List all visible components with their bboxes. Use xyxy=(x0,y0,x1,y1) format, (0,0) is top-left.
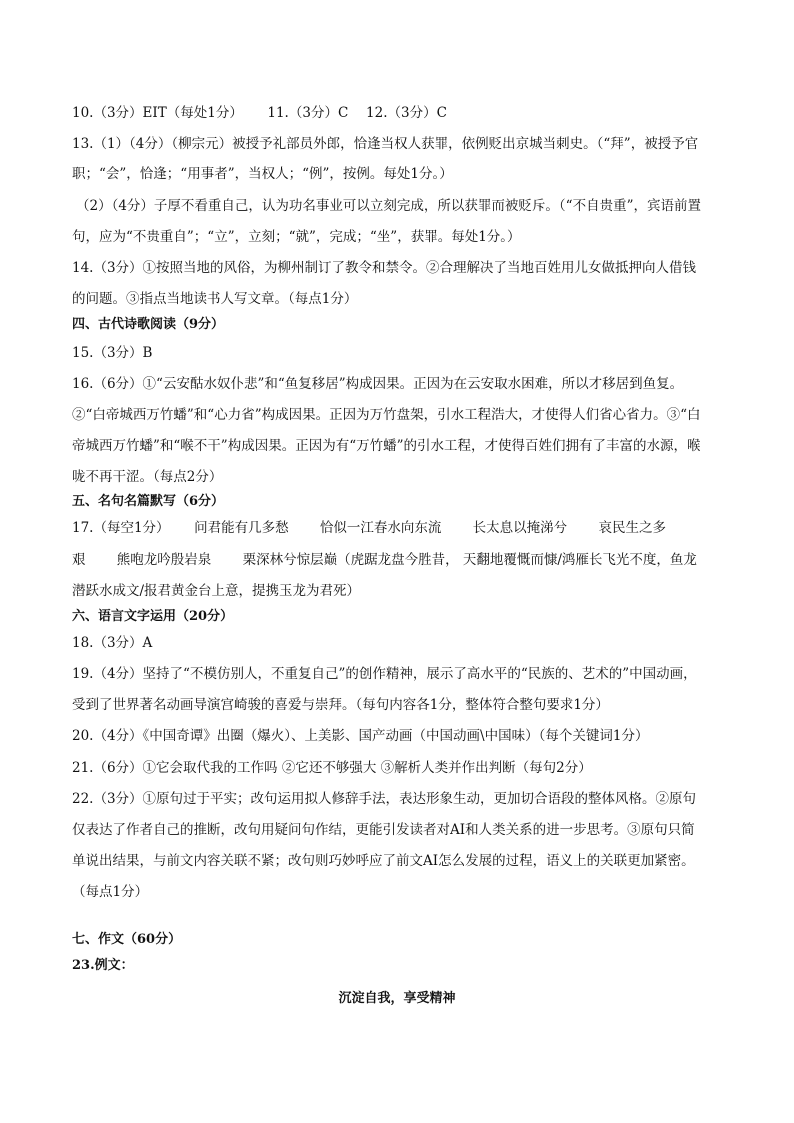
answer-21: 21.（6分）①它会取代我的工作吗 ②它还不够强大 ③解析人类并作出判断（每句2分） xyxy=(72,760,592,776)
answer-18: 18.（3分）A xyxy=(72,635,153,651)
answer-16-line2: ②“白帝城西万竹蟠”和“心力省”构成因果。正因为万竹盘架，引水工程浩大，才使得人们省心省力。③“白 xyxy=(72,407,701,423)
answer-17-line1: 17.（每空1分） 问君能有几多愁 恰似一江春水向东流 长太息以掩涕兮 哀民生之多 xyxy=(72,520,666,536)
answer-19-line2: 受到了世界著名动画导演宫崎骏的喜爱与崇拜。（每句内容各1分，整体符合整句要求1分） xyxy=(72,697,609,713)
answer-10-12: 10.（3分）EIT（每处1分） 11.（3分）C 12.（3分）C xyxy=(72,105,447,121)
answer-19-line1: 19.（4分）坚持了“不模仿别人，不重复自己”的创作精神，展示了高水平的“民族的、艺术的”中国动画， xyxy=(72,666,697,682)
answer-22-line3: 单说出结果，与前文内容关联不紧；改句则巧妙呼应了前文AI怎么发展的过程，语义上的关联更加紧密。 xyxy=(72,853,695,869)
answer-20: 20.（4分）《中国奇谭》出圈（爆火）、上美影、国产动画（中国动画\中国味）（每个关键词1分） xyxy=(72,728,649,744)
answer-13-1-line2: 职；“会”，恰逢；“用事者”，当权人；“例”，按例。每处1分。） xyxy=(72,166,453,182)
answer-16-line1: 16.（6分）①“云安酤水奴仆悲”和“鱼复移居”构成因果。正因为在云安取水困难，所以才移居到鱼复。 xyxy=(72,376,684,392)
answer-16-line3: 帝城西万竹蟠”和“喉不干”构成因果。正因为有“万竹蟠”的引水工程，才使得百姓们拥有了丰富的水源，喉 xyxy=(72,438,701,454)
section-heading-6: 六、语言文字运用（20分） xyxy=(72,609,234,624)
answer-17-line3: 潜跃水成文/报君黄金台上意，提携玉龙为君死） xyxy=(72,583,361,599)
answer-22-line2: 仅表达了作者自己的推断，改句用疑问句作结，更能引发读者对AI和人类关系的进一步思考。③原句只简 xyxy=(72,822,695,838)
answer-13-1-line1: 13.（1）（4分）（柳宗元）被授予礼部员外郎，恰逢当权人获罪，依例贬出京城当刺史。（“拜”，被授予官 xyxy=(72,136,699,152)
answer-23-label: 23.例文： xyxy=(72,958,134,973)
answer-22-line4: （每点1分） xyxy=(72,884,149,900)
answer-13-2-line2: 句，应为“不贵重自”；“立”，立刻；“就”，完成；“坐”，获罪。每处1分。） xyxy=(72,229,521,245)
answer-13-2-line1: （2）（4分）子厚不看重自己，认为功名事业可以立刻完成，所以获罪而被贬斥。（“不自贵重”，宾语前置 xyxy=(76,198,701,214)
answer-14-line1: 14.（3分）①按照当地的风俗，为柳州制订了教令和禁令。②合理解决了当地百姓用儿女做抵押向人借钱 xyxy=(72,260,697,276)
essay-title: 沉淀自我，享受精神 xyxy=(338,991,456,1006)
answer-17-line2: 艰 熊咆龙吟殷岩泉 栗深林兮惊层巅（虎踞龙盘今胜昔， 天翻地覆慨而慷/鸿雁长飞光不度，鱼龙 xyxy=(72,552,697,568)
answer-15: 15.（3分）B xyxy=(72,345,153,361)
answer-22-line1: 22.（3分）①原句过于平实；改句运用拟人修辞手法，表达形象生动，更加切合语段的整体风格。②原句 xyxy=(72,791,697,807)
answer-16-line4: 咙不再干涩。（每点2分） xyxy=(72,469,223,485)
answer-14-line2: 的问题。③指点当地读书人写文章。（每点1分） xyxy=(72,291,358,307)
section-heading-4: 四、古代诗歌阅读（9分） xyxy=(72,317,225,332)
section-heading-5: 五、名句名篇默写（6分） xyxy=(72,494,225,509)
section-heading-7: 七、作文（60分） xyxy=(72,932,182,947)
